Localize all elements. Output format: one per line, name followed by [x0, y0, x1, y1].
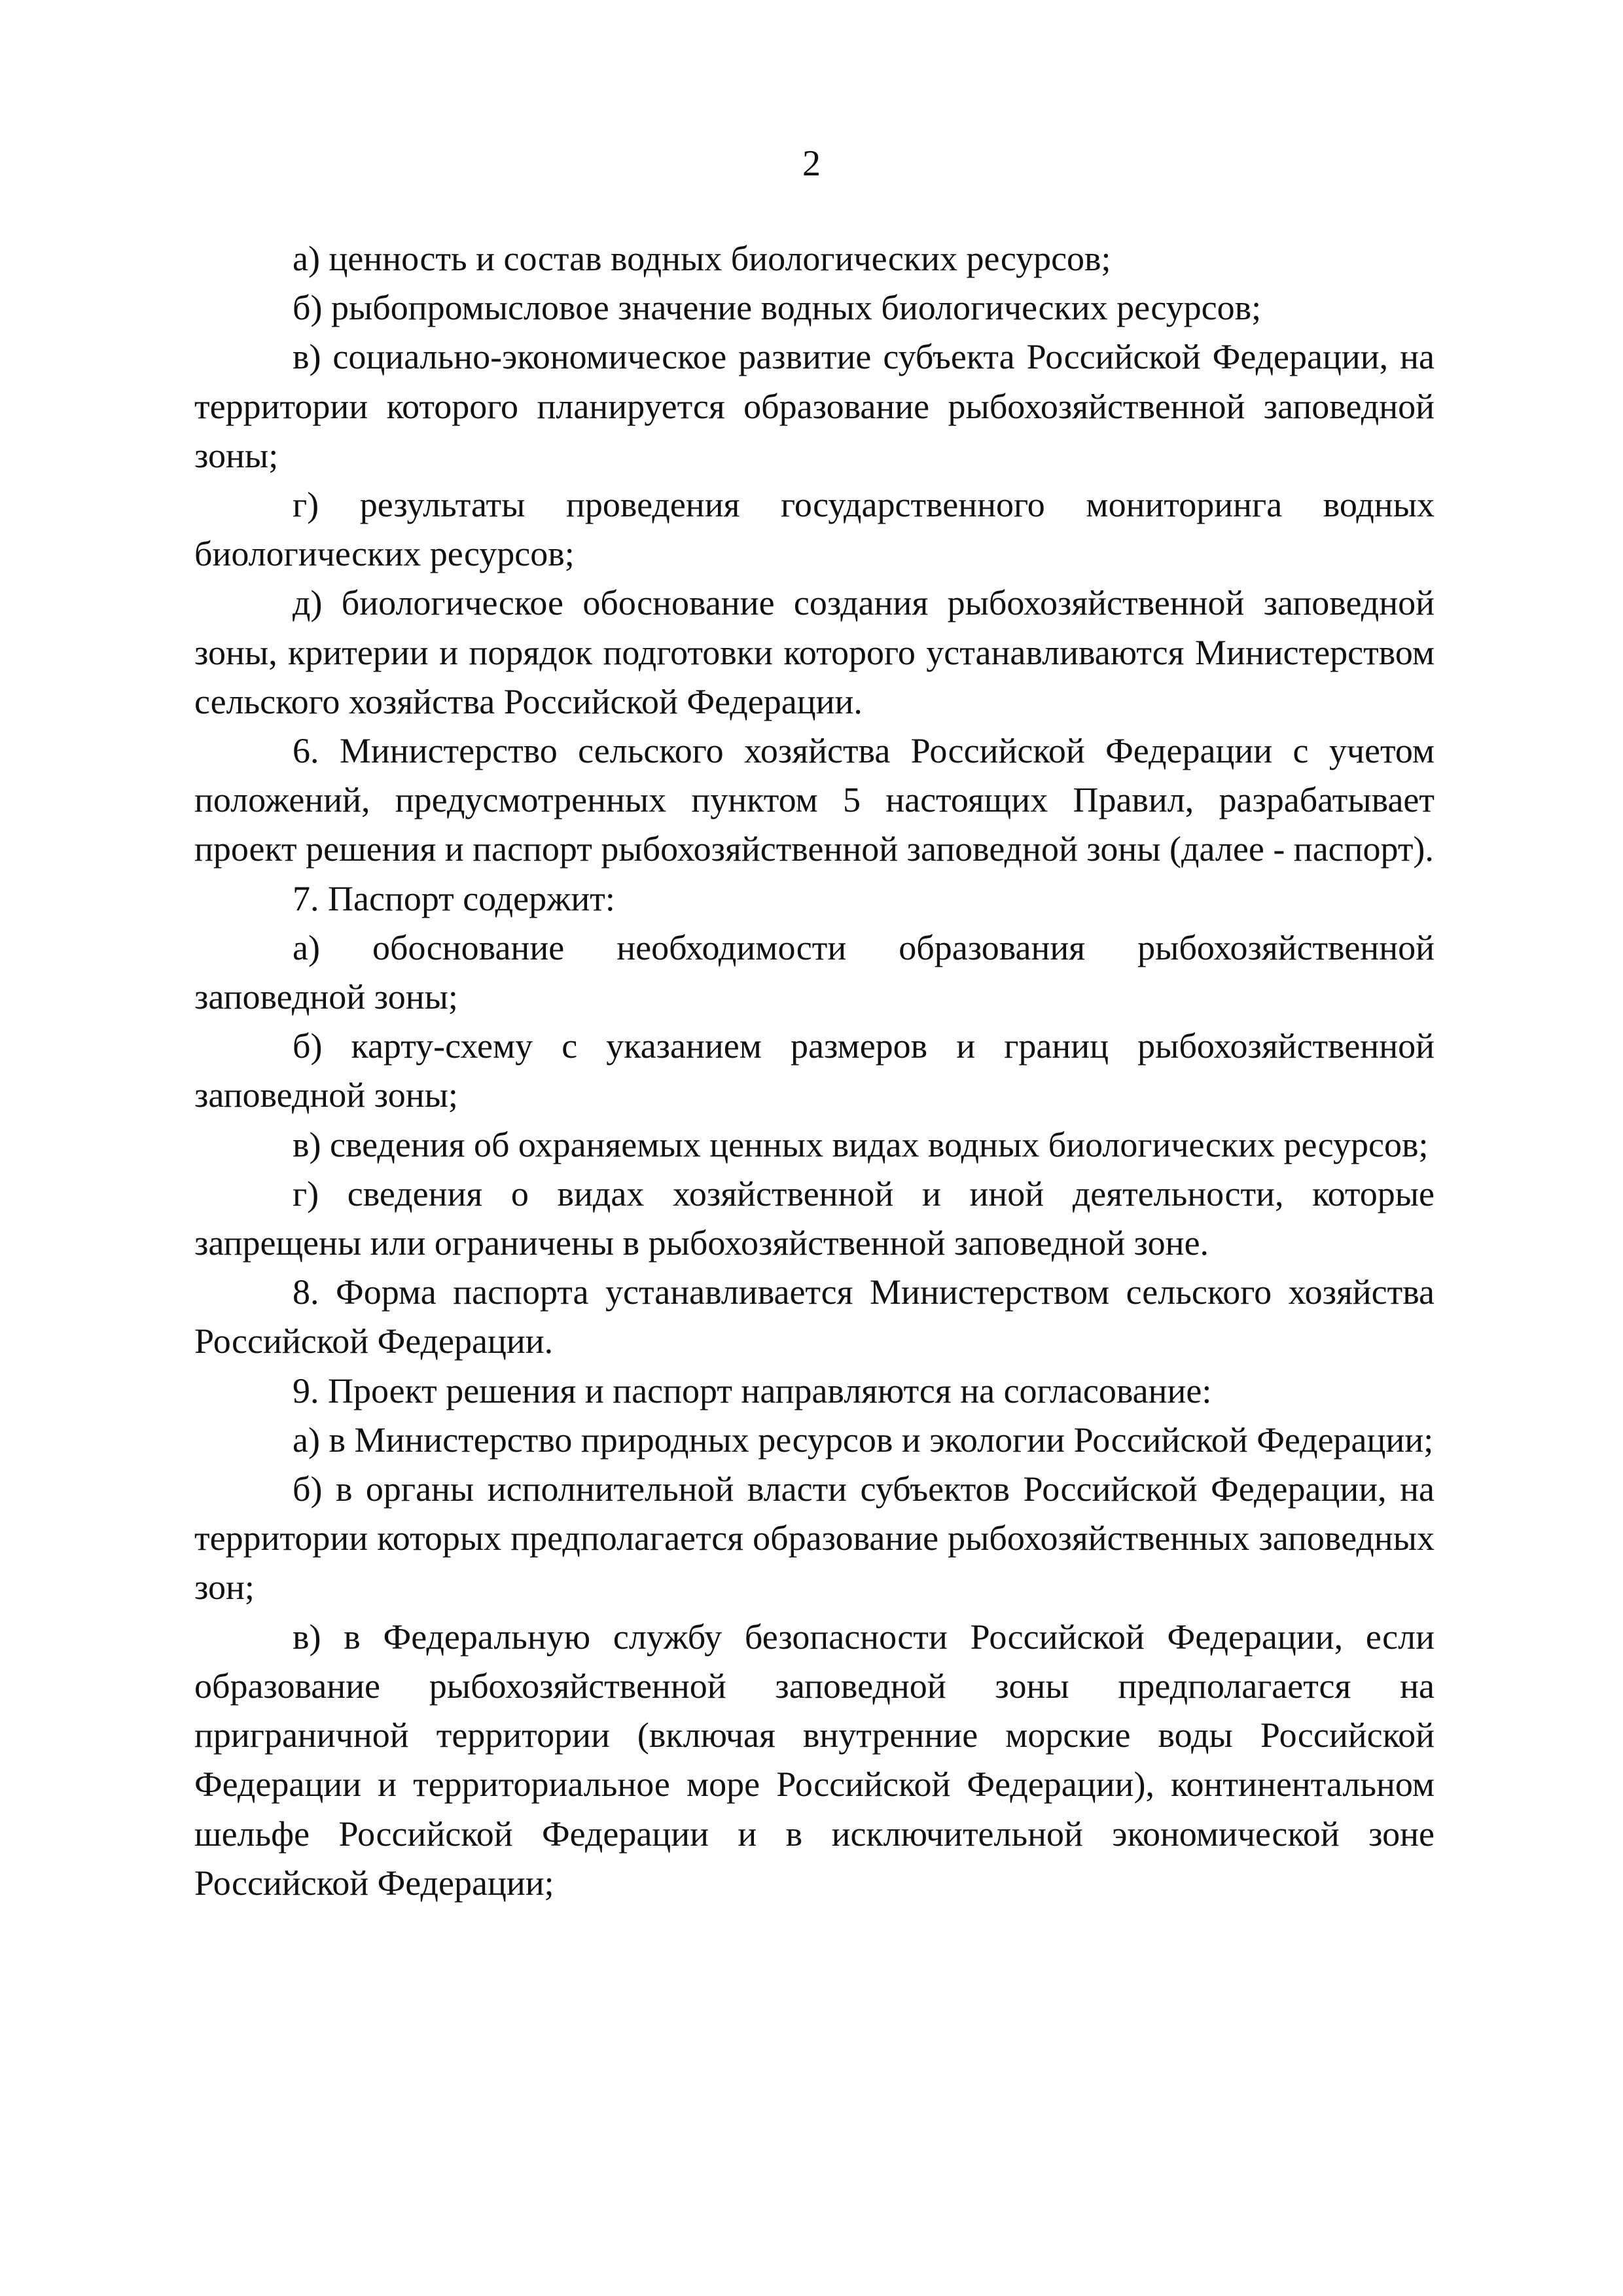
paragraph-clause-7-v: в) сведения об охраняемых ценных видах водных биологических ресурсов;	[293, 1124, 1429, 1164]
paragraph-clause-6: 6. Министерство сельского хозяйства Российской Федерации с учетом положений, предусмотренных пунктом 5 настоящих Правил, разрабатывает проект решения и паспорт рыбохозяйственной заповедной зоны (далее - паспорт).	[194, 731, 1435, 869]
page-number: 2	[802, 143, 821, 184]
paragraph-clause-9-v: в) в Федеральную службу безопасности Российской Федерации, если образование рыбохозяйственной заповедной зоны предполагается на приграничной территории (включая внутренние морские воды Российской Федерации и территориальное море Российской Федерации), континентальном шельфе Российской Федерации и в исключительной экономической зоне Российской Федерации;	[194, 1617, 1435, 1903]
paragraph-clause-9: 9. Проект решения и паспорт направляются на согласование:	[293, 1371, 1212, 1410]
paragraph-item-v-development: в) социально-экономическое развитие субъекта Российской Федерации, на территории которого планируется образование рыбохозяйственной заповедной зоны;	[194, 337, 1435, 475]
paragraph-clause-7: 7. Паспорт содержит:	[293, 878, 615, 918]
paragraph-clause-9-a: а) в Министерство природных ресурсов и экологии Российской Федерации;	[293, 1420, 1434, 1460]
paragraph-clause-7-b: б) карту-схему с указанием размеров и границ рыбохозяйственной заповедной зоны;	[194, 1026, 1435, 1115]
paragraph-clause-7-a: а) обоснование необходимости образования рыбохозяйственной заповедной зоны;	[194, 927, 1435, 1017]
paragraph-clause-9-b: б) в органы исполнительной власти субъектов Российской Федерации, на территории которых предполагается образование рыбохозяйственных заповедных зон;	[194, 1469, 1435, 1607]
paragraph-clause-8: 8. Форма паспорта устанавливается Министерством сельского хозяйства Российской Федерации.	[194, 1272, 1435, 1361]
paragraph-clause-7-g: г) сведения о видах хозяйственной и иной деятельности, которые запрещены или ограничены в рыбохозяйственной заповедной зоне.	[194, 1174, 1435, 1263]
paragraph-item-a-value: а) ценность и состав водных биологических ресурсов;	[293, 239, 1111, 278]
paragraph-item-g-monitoring: г) результаты проведения государственного мониторинга водных биологических ресурсов;	[194, 485, 1435, 574]
paragraph-item-d-justification: д) биологическое обоснование создания рыбохозяйственной заповедной зоны, критерии и порядок подготовки которого устанавливаются Министерством сельского хозяйства Российской Федерации.	[194, 583, 1435, 721]
paragraph-item-b-significance: б) рыбопромысловое значение водных биологических ресурсов;	[293, 288, 1262, 328]
document-body	[194, 234, 1435, 1908]
